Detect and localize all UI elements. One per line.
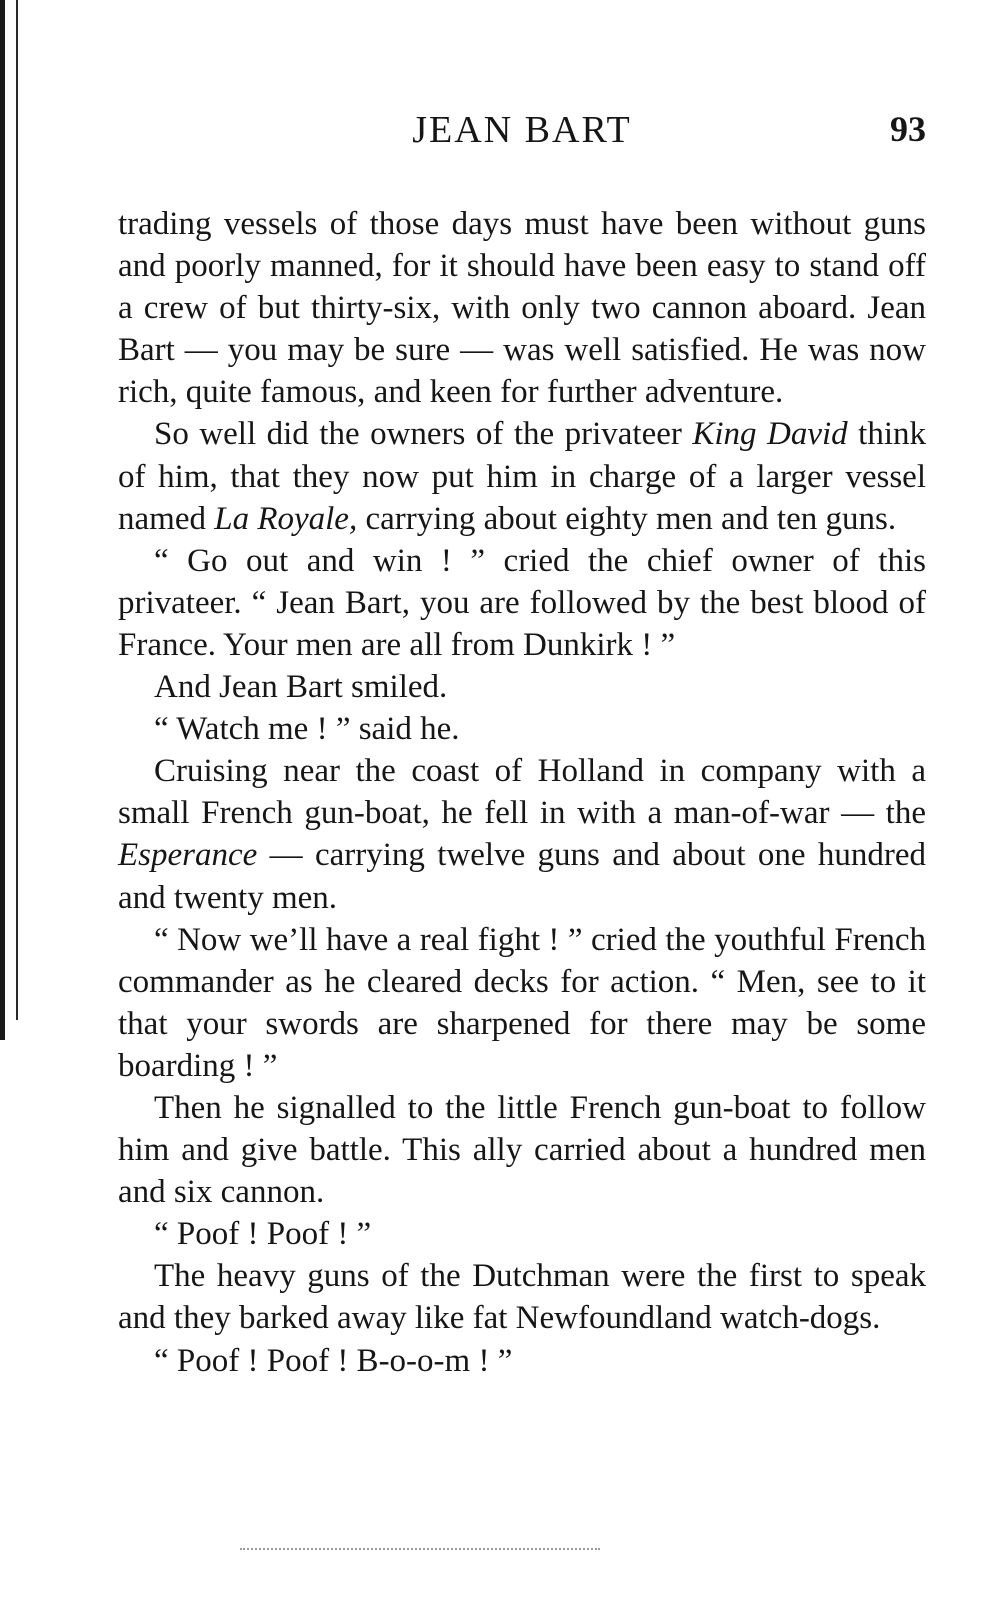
ship-name-esperance: Esperance bbox=[118, 837, 258, 874]
ship-name-la-royale: La Royale, bbox=[214, 500, 358, 537]
paragraph-5: “ Watch me ! ” said he. bbox=[154, 711, 460, 748]
page-number: 93 bbox=[890, 109, 926, 149]
paragraph-3: “ Go out and win ! ” cried the chief owner of this privateer. “ Jean Bart, you are followed by the best blood of France. Your men are all from Dunkirk ! ” bbox=[118, 542, 926, 663]
page-header bbox=[118, 108, 926, 168]
ship-name-king-david: King David bbox=[692, 416, 848, 453]
paragraph-2-text-b: think of him, that they now put him in charge of a larger vessel named bbox=[118, 416, 927, 537]
paragraph-7: “ Now we’ll have a real fight ! ” cried the youthful French commander as he cleared decks for action. “ Men, see to it that your swords are sharpened for there may be some boarding ! ” bbox=[118, 921, 926, 1084]
paragraph-6 bbox=[118, 750, 926, 918]
paragraph-1: trading vessels of those days must have been without guns and poorly manned, for it should have been easy to stand off a crew of but thirty-six, with only two cannon aboard. Jean Bart — you may be sure — was well satisfied. He was now rich, quite famous, and keen for further adventure. bbox=[118, 206, 926, 411]
page-edge-rule bbox=[0, 0, 5, 1040]
page-edge-rule-thin bbox=[16, 0, 18, 1020]
running-head: JEAN BART bbox=[412, 109, 632, 151]
paragraph-4: And Jean Bart smiled. bbox=[154, 669, 448, 706]
paragraph-10: The heavy guns of the Dutchman were the first to speak and they barked away like fat Newfoundland watch-dogs. bbox=[118, 1258, 926, 1337]
paragraph-2 bbox=[118, 413, 926, 539]
paragraph-2-text-a: So well did the owners of the privateer bbox=[154, 416, 693, 453]
body-text bbox=[118, 203, 926, 1382]
paragraph-9: “ Poof ! Poof ! ” bbox=[154, 1216, 372, 1253]
paragraph-8: Then he signalled to the little French gun-boat to follow him and give battle. This ally carried about a hundred men and six cannon. bbox=[118, 1089, 926, 1211]
footer-print-marks bbox=[240, 1548, 600, 1552]
paragraph-11: “ Poof ! Poof ! B-o-o-m ! ” bbox=[154, 1342, 513, 1379]
paragraph-6-text-b: — carrying twelve guns and about one hundred and twenty men. bbox=[118, 837, 926, 916]
paragraph-2-text-c: carrying about eighty men and ten guns. bbox=[357, 500, 897, 537]
paragraph-6-text-a: Cruising near the coast of Holland in company with a small French gun-boat, he fell in with a man-of-war — the bbox=[118, 753, 926, 832]
